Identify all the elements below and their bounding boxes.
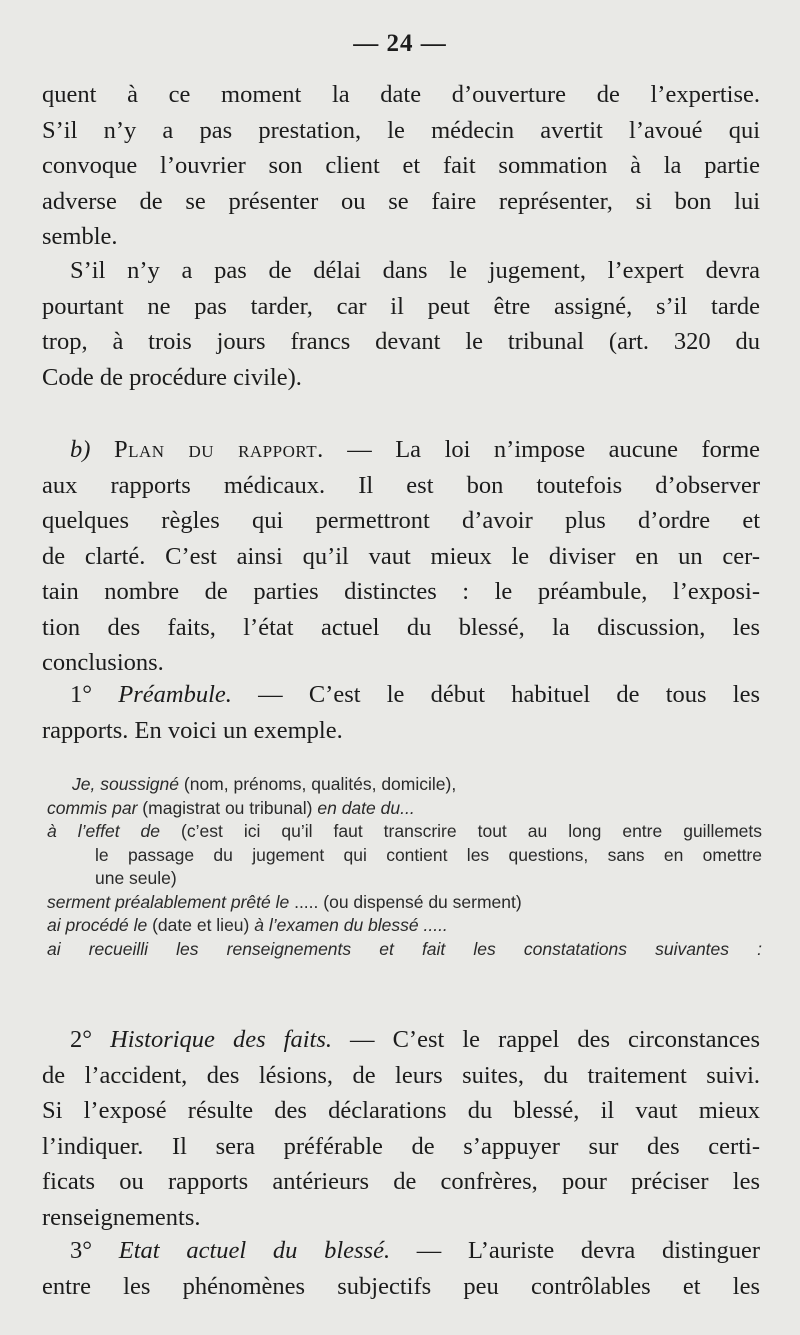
quote-italic: à l’effet de (47, 821, 161, 841)
quote-italic: Je, soussigné (72, 774, 180, 794)
section-number: 1° (70, 681, 93, 708)
quote-line (47, 914, 762, 938)
quote-line (47, 891, 762, 915)
section-heading: Plan du rapport. (113, 436, 324, 463)
quote-italic: à l’examen du blessé ..... (254, 915, 448, 935)
text-line (42, 1022, 760, 1058)
quote-italic: ai procédé le (47, 915, 148, 935)
text-fragment: — C’est le début habituel de tous les (231, 681, 761, 708)
text-line: renseignements. (42, 1203, 201, 1231)
text-line: Code de procédure civile). (42, 363, 302, 391)
quote-text: (nom, prénoms, qualités, domicile), (179, 774, 457, 794)
quote-line (47, 938, 762, 962)
text-fragment: — C’est le rappel des circonstances (332, 1026, 761, 1053)
example-quote-block (47, 773, 762, 961)
text-line: adverse de se présenter ou se faire représenter, si bon lui (42, 187, 760, 215)
text-line: rapports. En voici un exemple. (42, 716, 343, 744)
text-line: conclusions. (42, 649, 164, 676)
text-line (42, 677, 760, 713)
quote-italic: en date du... (317, 797, 415, 818)
quote-italic: ai recueilli les renseignements et fait les constatations suivantes : (47, 938, 762, 959)
text-line: de clarté. C’est ainsi qu’il vaut mieux le diviser en un cer- (42, 542, 760, 570)
text-line: l’indiquer. Il sera préférable de s’appuyer sur des certi- (42, 1132, 760, 1160)
quote-line (47, 773, 762, 797)
section-letter: b) (70, 436, 91, 463)
section-plan-du-rapport (42, 432, 760, 681)
section-historique (42, 1022, 760, 1235)
text-line: semble. (42, 223, 118, 250)
quote-text: (c’est ici qu’il faut transcrire tout au long entre guillemets (160, 821, 763, 841)
section-number: 3° (70, 1237, 93, 1264)
text-line (42, 432, 760, 468)
page-number: — 24 — (353, 30, 447, 57)
section-heading: Préambule. (118, 681, 232, 708)
text-line: quelques règles qui permettront d’avoir plus d’ordre et (42, 507, 760, 534)
text-line (42, 1233, 760, 1269)
quote-text: (magistrat ou tribunal) (137, 797, 318, 818)
quote-line: le passage du jugement qui contient les questions, sans en omettre (95, 844, 762, 865)
section-preambule (42, 677, 760, 748)
section-etat-actuel (42, 1233, 760, 1304)
quote-line: une seule) (95, 868, 177, 888)
section-number: 2° (70, 1026, 93, 1053)
text-line: convoque l’ouvrier son client et fait sommation à la partie (42, 152, 760, 179)
quote-italic: commis par (47, 797, 138, 818)
text-line: S’il n’y a pas prestation, le médecin avertit l’avoué qui (42, 116, 760, 144)
text-line: Si l’exposé résulte des déclarations du blessé, il vaut mieux (42, 1097, 760, 1124)
paragraph-continuation (42, 77, 760, 255)
quote-line (47, 820, 762, 844)
text-fragment: — L’auriste devra distinguer (390, 1237, 760, 1264)
text-line: quent à ce moment la date d’ouverture de l’expertise. (42, 81, 760, 108)
text-line: pourtant ne pas tarder, car il peut être assigné, s’il tarde (42, 292, 760, 320)
quote-text: (date et lieu) (147, 915, 255, 935)
text-line: ficats ou rapports antérieurs de confrères, pour préciser les (42, 1168, 760, 1195)
section-heading: Etat actuel du blessé. (118, 1237, 391, 1264)
quote-line (47, 797, 762, 821)
text-line: tain nombre de parties distinctes : le préambule, l’exposi- (42, 578, 760, 605)
text-line: entre les phénomènes subjectifs peu contrôlables et les (42, 1272, 760, 1300)
text-line: de l’accident, des lésions, de leurs suites, du traitement suivi. (42, 1061, 760, 1089)
section-heading: Historique des faits. (110, 1026, 332, 1053)
quote-italic: serment préalablement prêté le (47, 891, 290, 912)
paragraph-delai (42, 253, 760, 395)
text-line: tion des faits, l’état actuel du blessé, la discussion, les (42, 613, 760, 641)
text-line: S’il n’y a pas de délai dans le jugement, l’expert devra (70, 257, 760, 284)
text-line: aux rapports médicaux. Il est bon toutefois d’observer (42, 471, 760, 499)
text-fragment: — La loi n’impose aucune forme (323, 436, 761, 463)
text-line: trop, à trois jours francs devant le tribunal (art. 320 du (42, 328, 760, 355)
quote-text: ..... (ou dispensé du serment) (289, 891, 522, 912)
